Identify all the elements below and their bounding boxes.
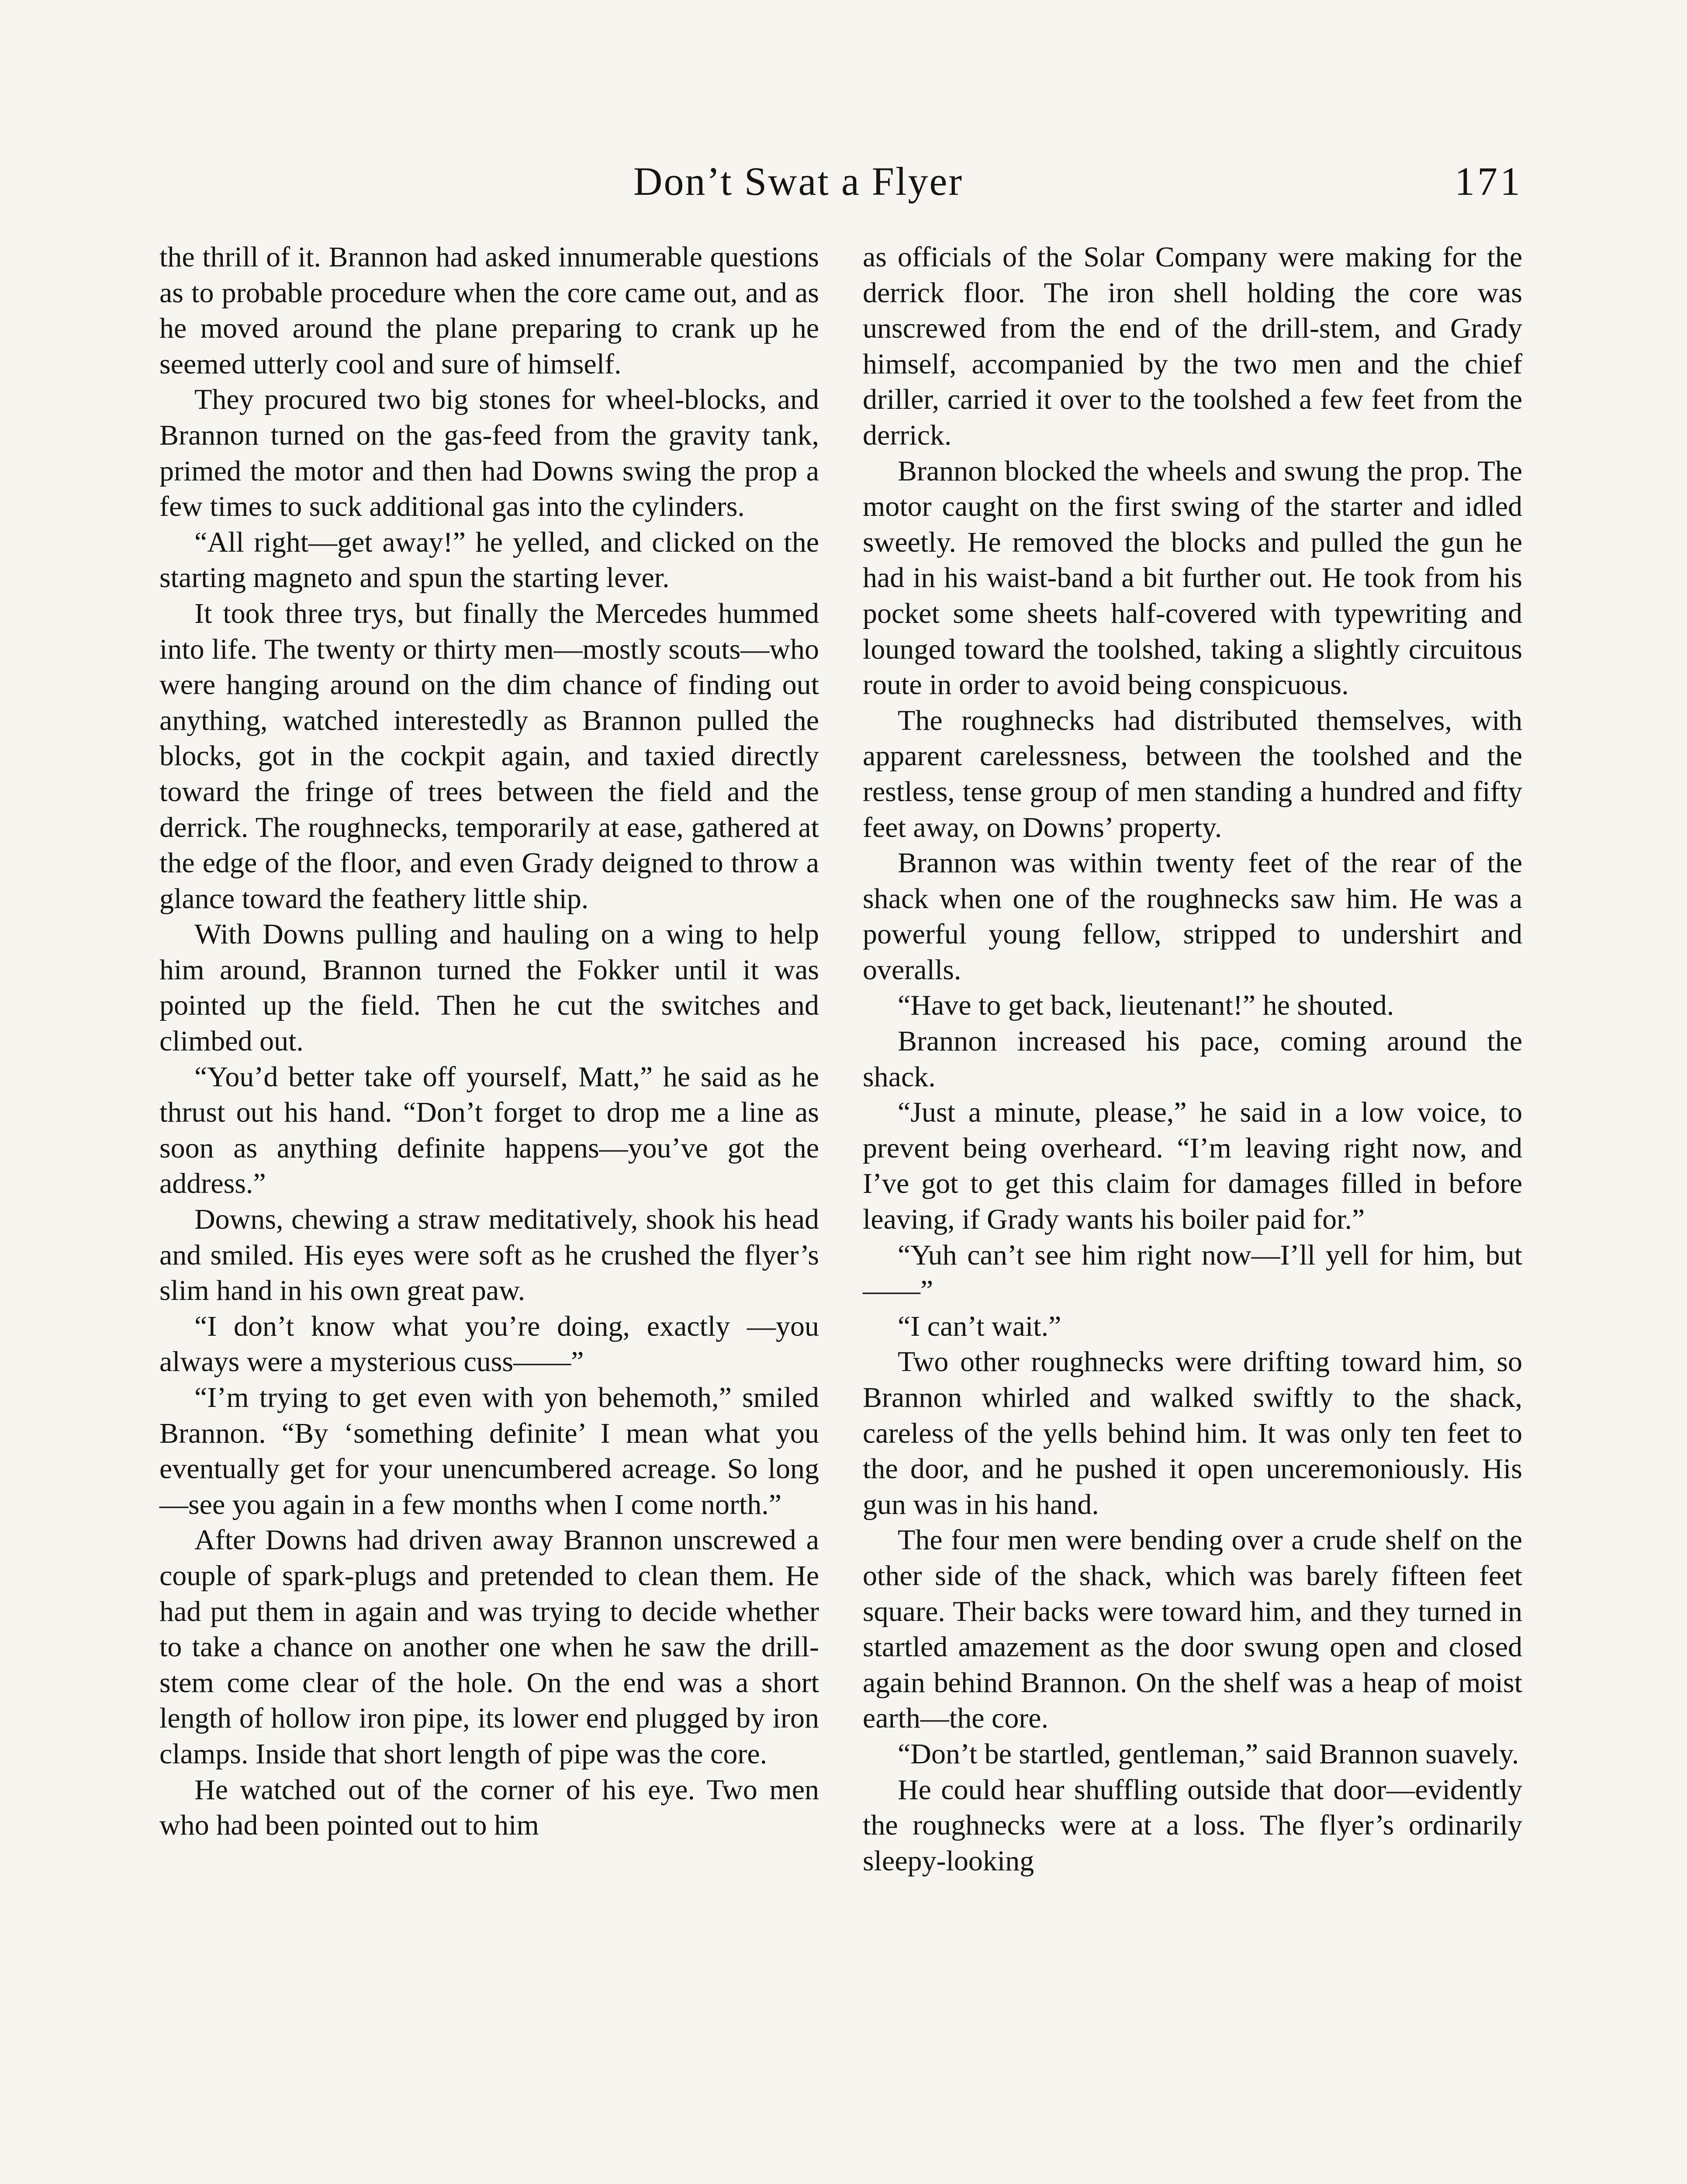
paragraph: as officials of the Solar Company were making for the derrick floor. The iron shell holding the core was unscrewed from the end of the drill-stem, and Grady himself, accompanied by the two men and the chief driller, carried it over to the toolshed a few feet from the derrick. [863,241,1522,451]
paragraph: The four men were bending over a crude shelf on the other side of the shack, which was barely fifteen feet square. Their backs were toward him, and they turned in startled amazement as the door swung open and closed again behind Brannon. On the shelf was a heap of moist earth—the core. [863,1524,1522,1735]
paragraph: They procured two big stones for wheel-blocks, and Brannon turned on the gas-feed from the gravity tank, primed the motor and then had Downs swing the prop a few times to suck additional gas into the cylinders. [159,384,819,523]
right-column [863,239,1522,1879]
paragraph: “All right—get away!” he yelled, and clicked on the starting magneto and spun the starting lever. [159,526,819,594]
left-column [159,239,819,1843]
paragraph: “I can’t wait.” [898,1310,1061,1342]
running-title: Don’t Swat a Flyer [633,159,964,204]
paragraph: “Just a minute, please,” he said in a low voice, to prevent being overheard. “I’m leaving right now, and I’ve got to get this claim for damages filled in before leaving, if Grady wants his boiler paid for.” [863,1096,1522,1236]
paragraph: “I’m trying to get even with yon behemoth,” smiled Brannon. “By ‘something definite’ I mean what you eventually get for your unencumbered acreage. So long—see you again in a few months when I come north.” [159,1382,819,1521]
paragraph: He watched out of the corner of his eye. Two men who had been pointed out to him [159,1773,819,1842]
paragraph: Brannon was within twenty feet of the rear of the shack when one of the roughnecks saw him. He was a powerful young fellow, stripped to undershirt and overalls. [863,847,1522,986]
paragraph: Downs, chewing a straw meditatively, shook his head and smiled. His eyes were soft as he crushed the flyer’s slim hand in his own great paw. [159,1203,819,1307]
paragraph: Brannon increased his pace, coming around the shack. [863,1025,1522,1093]
paragraph: He could hear shuffling outside that door—evidently the roughnecks were at a loss. The flyer’s ordinarily sleepy-looking [863,1773,1522,1877]
paragraph: “I don’t know what you’re doing, exactly —you always were a mysterious cuss——” [159,1310,819,1378]
paragraph: “Yuh can’t see him right now—I’ll yell for him, but——” [863,1239,1522,1307]
paragraph: the thrill of it. Brannon had asked innumerable questions as to probable procedure when the core came out, and as he moved around the plane preparing to crank up he seemed utterly cool and sure of himself. [159,241,819,380]
paragraph: After Downs had driven away Brannon unscrewed a couple of spark-plugs and pretended to clean them. He had put them in again and was trying to decide whether to take a chance on another one when he saw the drill-stem come clear of the hole. On the end was a short length of hollow iron pipe, its lower end plugged by iron clamps. Inside that short length of pipe was the core. [159,1524,819,1770]
running-header [0,149,1687,214]
paragraph: With Downs pulling and hauling on a wing to help him around, Brannon turned the Fokker until it was pointed up the field. Then he cut the switches and climbed out. [159,918,819,1057]
paragraph: Two other roughnecks were drifting toward him, so Brannon whirled and walked swiftly to the shack, careless of the yells behind him. It was only ten feet to the door, and he pushed it open unceremoniously. His gun was in his hand. [863,1346,1522,1521]
paragraph: The roughnecks had distributed themselves, with apparent carelessness, between the toolshed and the restless, tense group of men standing a hundred and fifty feet away, on Downs’ property. [863,704,1522,843]
paragraph: Brannon blocked the wheels and swung the prop. The motor caught on the first swing of the starter and idled sweetly. He removed the blocks and pulled the gun he had in his waist-band a bit further out. He took from his pocket some sheets half-covered with typewriting and lounged toward the toolshed, taking a slightly circuitous route in order to avoid being conspicuous. [863,455,1522,701]
paragraph: “Don’t be startled, gentleman,” said Brannon suavely. [898,1738,1519,1770]
paragraph: It took three trys, but finally the Mercedes hummed into life. The twenty or thirty men—mostly scouts—who were hanging around on the dim chance of finding out anything, watched interestedly as Brannon pulled the blocks, got in the cockpit again, and taxied directly toward the fringe of trees between the field and the derrick. The roughnecks, temporarily at ease, gathered at the edge of the floor, and even Grady deigned to throw a glance toward the feathery little ship. [159,597,819,915]
paragraph: “You’d better take off yourself, Matt,” he said as he thrust out his hand. “Don’t forget to drop me a line as soon as anything definite happens—you’ve got the address.” [159,1061,819,1200]
paragraph: “Have to get back, lieutenant!” he shouted. [898,989,1394,1022]
page-number: 171 [1455,159,1523,204]
